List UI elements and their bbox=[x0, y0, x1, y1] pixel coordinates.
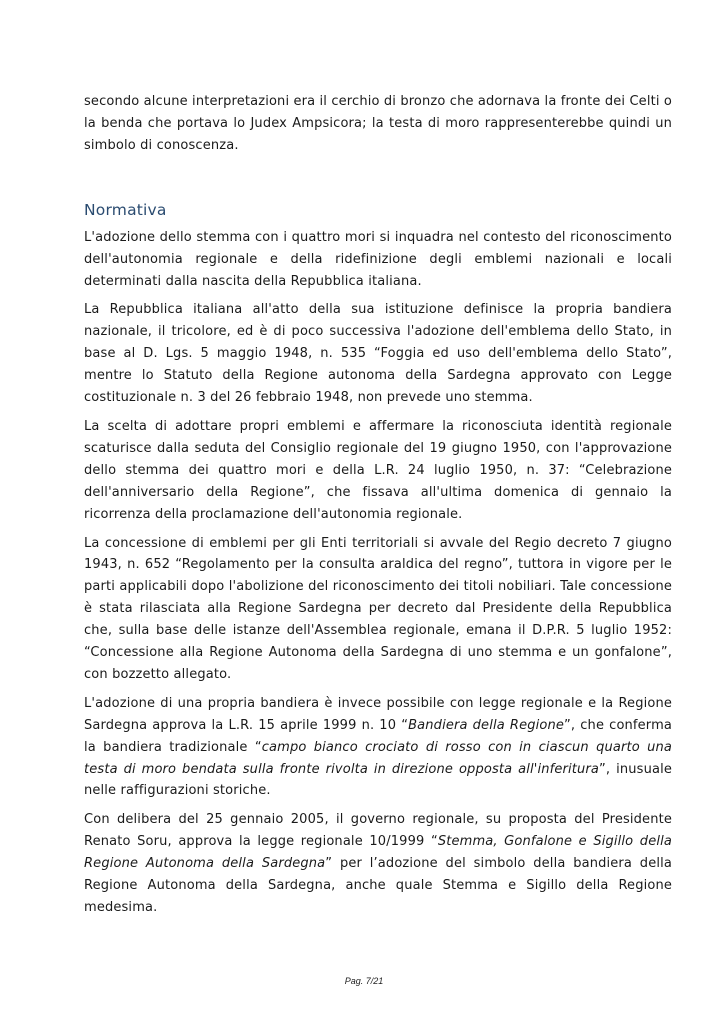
page-number: Pag. 7/21 bbox=[344, 976, 384, 986]
paragraph-6-text-c: ” per l’adozione del simbolo della bandiera della Regione Autonoma della Sardegna, anche quale Stemma e Sigillo della Regione medesima. bbox=[84, 856, 672, 915]
paragraph-6-italic-title: Stemma, Gonfalone e Sigillo della Regione Autonoma della Sardegna bbox=[84, 834, 672, 872]
paragraph-5-italic-title: Bandiera della Regione bbox=[408, 717, 565, 733]
intro-paragraph: secondo alcune interpretazioni era il cerchio di bronzo che adornava la fronte dei Celti o la benda che portava lo Judex Ampsicora; la testa di moro rappresenterebbe quindi un simbolo di conoscenza. bbox=[84, 94, 672, 153]
paragraph-2: La Repubblica italiana all'atto della sua istituzione definisce la propria bandiera nazionale, il tricolore, ed è di poco successiva l'adozione dell'emblema dello Stato, in base al D. Lgs. 5 maggio 1948, n. 535 “Foggia ed uso dell'emblema dello Stato”, mentre lo Statuto della Regione autonoma della Sardegna approvato con Legge costituzionale n. 3 del 26 febbraio 1948, non prevede uno stemma. bbox=[84, 302, 672, 406]
paragraph-3: La scelta di adottare propri emblemi e affermare la riconosciuta identità regionale scaturisce dalla seduta del Consiglio regionale del 19 giugno 1950, con l'approvazione dello stemma dei quattro mori e della L.R. 24 luglio 1950, n. 37: “Celebrazione dell'anniversario della Regione”, che fissava all'ultima domenica di gennaio la ricorrenza della proclamazione dell'autonomia regionale. bbox=[84, 418, 672, 522]
section-heading: Normativa bbox=[84, 200, 167, 219]
document-body bbox=[84, 91, 672, 926]
paragraph-6-text-a: Con delibera del 25 gennaio 2005, il governo regionale, su proposta del Presidente Renato Soru, approva la legge regionale 10/1999 “ bbox=[84, 812, 672, 850]
paragraph-5-italic-quote: campo bianco crociato di rosso con in ciascun quarto una testa di moro bendata sulla fronte rivolta in direzione opposta all'inferitura bbox=[84, 739, 672, 777]
paragraph-5 bbox=[84, 693, 672, 803]
paragraph-5-text-a: L'adozione di una propria bandiera è invece possibile con legge regionale e la Regione Sardegna approva la L.R. 15 aprile 1999 n. 10 “ bbox=[84, 695, 672, 733]
paragraph-6 bbox=[84, 809, 672, 919]
paragraph-5-text-c: ”, che conferma la bandiera tradizionale “ bbox=[84, 717, 673, 755]
paragraph-4: La concessione di emblemi per gli Enti territoriali si avvale del Regio decreto 7 giugno 1943, n. 652 “Regolamento per la consulta araldica del regno”, tuttora in vigore per le parti applicabili dopo l'abolizione del riconoscimento dei titoli nobiliari. Tale concessione è stata rilasciata alla Regione Sardegna per decreto dal Presidente della Repubblica che, sulla base delle istanze dell'Assemblea regionale, emana il D.P.R. 5 luglio 1952: “Concessione alla Regione Autonoma della Sardegna di uno stemma e un gonfalone”, con bozzetto allegato. bbox=[84, 535, 672, 682]
paragraph-1: L'adozione dello stemma con i quattro mori si inquadra nel contesto del riconoscimento dell'autonomia regionale e della ridefinizione degli emblemi nazionali e locali determinati dalla nascita della Repubblica italiana. bbox=[84, 229, 672, 289]
paragraph-5-text-e: ”, inusuale nelle raffigurazioni storiche. bbox=[84, 761, 672, 799]
